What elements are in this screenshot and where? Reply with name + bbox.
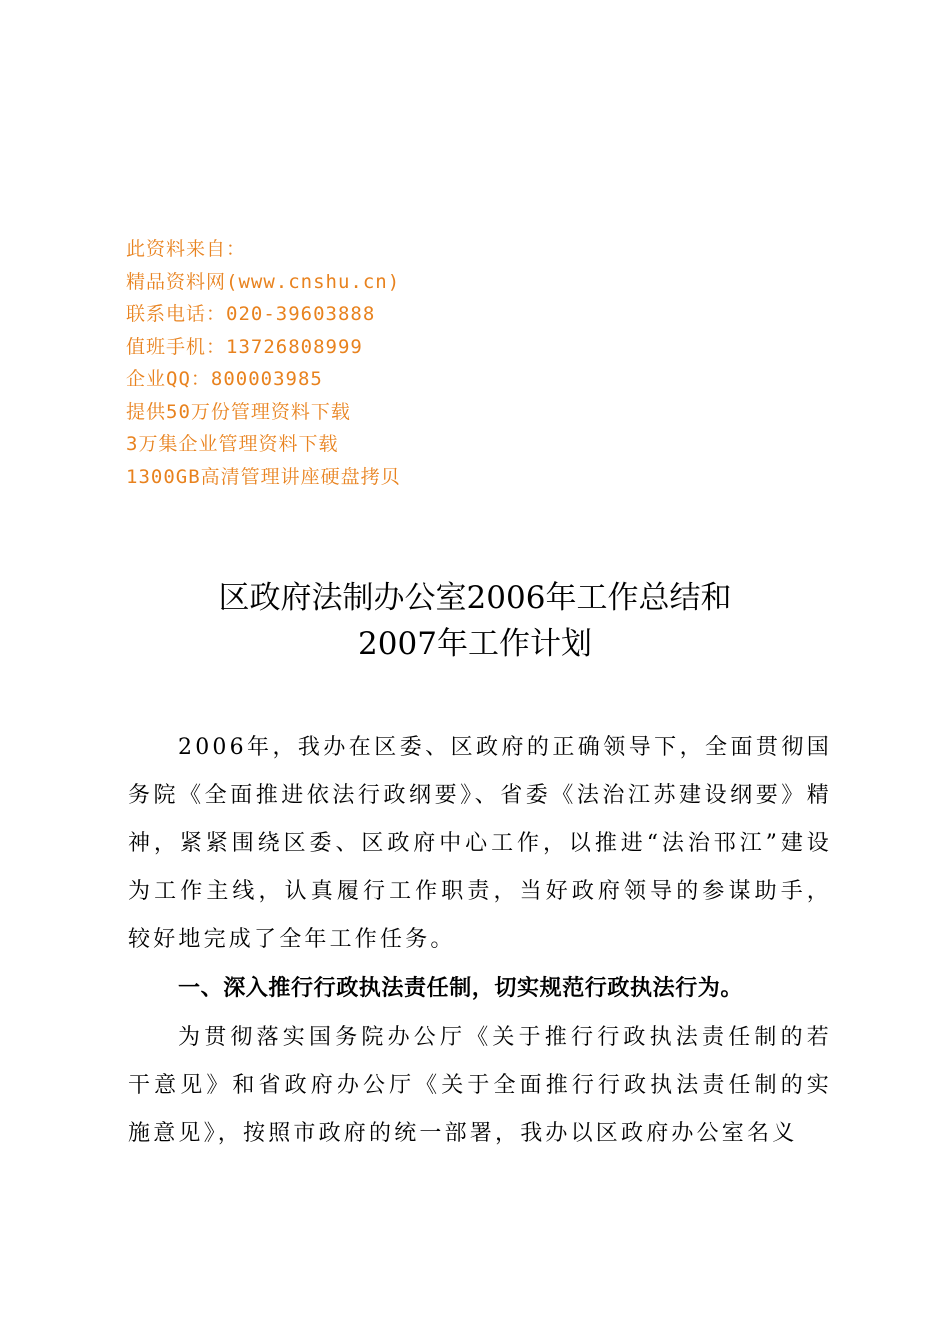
document-body — [128, 724, 832, 1158]
source-line-qq: 企业QQ：800003985 — [126, 368, 323, 390]
title-line-1: 区政府法制办公室2006年工作总结和 — [218, 580, 732, 616]
source-line-website: 精品资料网(www.cnshu.cn) — [126, 270, 401, 293]
source-info-block — [126, 233, 726, 493]
source-line-offer-1: 提供50万份管理资料下载 — [126, 400, 351, 423]
source-line-offer-3: 1300GB高清管理讲座硬盘拷贝 — [126, 465, 401, 488]
intro-paragraph: 2006年，我办在区委、区政府的正确领导下，全面贯彻国务院《全面推进依法行政纲要》、省委《法治江苏建设纲要》精神，紧紧围绕区委、区政府中心工作，以推进“法治邗江”建设为工作主线，认真履行工作职责，当好政府领导的参谋助手，较好地完成了全年工作任务。 — [128, 735, 832, 952]
source-line-mobile: 值班手机：13726808999 — [126, 335, 363, 358]
section-1-paragraph: 为贯彻落实国务院办公厅《关于推行行政执法责任制的若干意见》和省政府办公厅《关于全面推行行政执法责任制的实施意见》，按照市政府的统一部署，我办以区政府办公室名义 — [128, 1025, 832, 1146]
title-line-2: 2007年工作计划 — [358, 626, 592, 662]
section-1-heading: 一、深入推行行政执法责任制，切实规范行政执法行为。 — [178, 976, 744, 1001]
source-line-offer-2: 3万集企业管理资料下载 — [126, 433, 339, 455]
document-title — [0, 575, 950, 667]
source-line-from: 此资料来自： — [126, 238, 247, 260]
source-line-phone: 联系电话：020-39603888 — [126, 303, 376, 325]
